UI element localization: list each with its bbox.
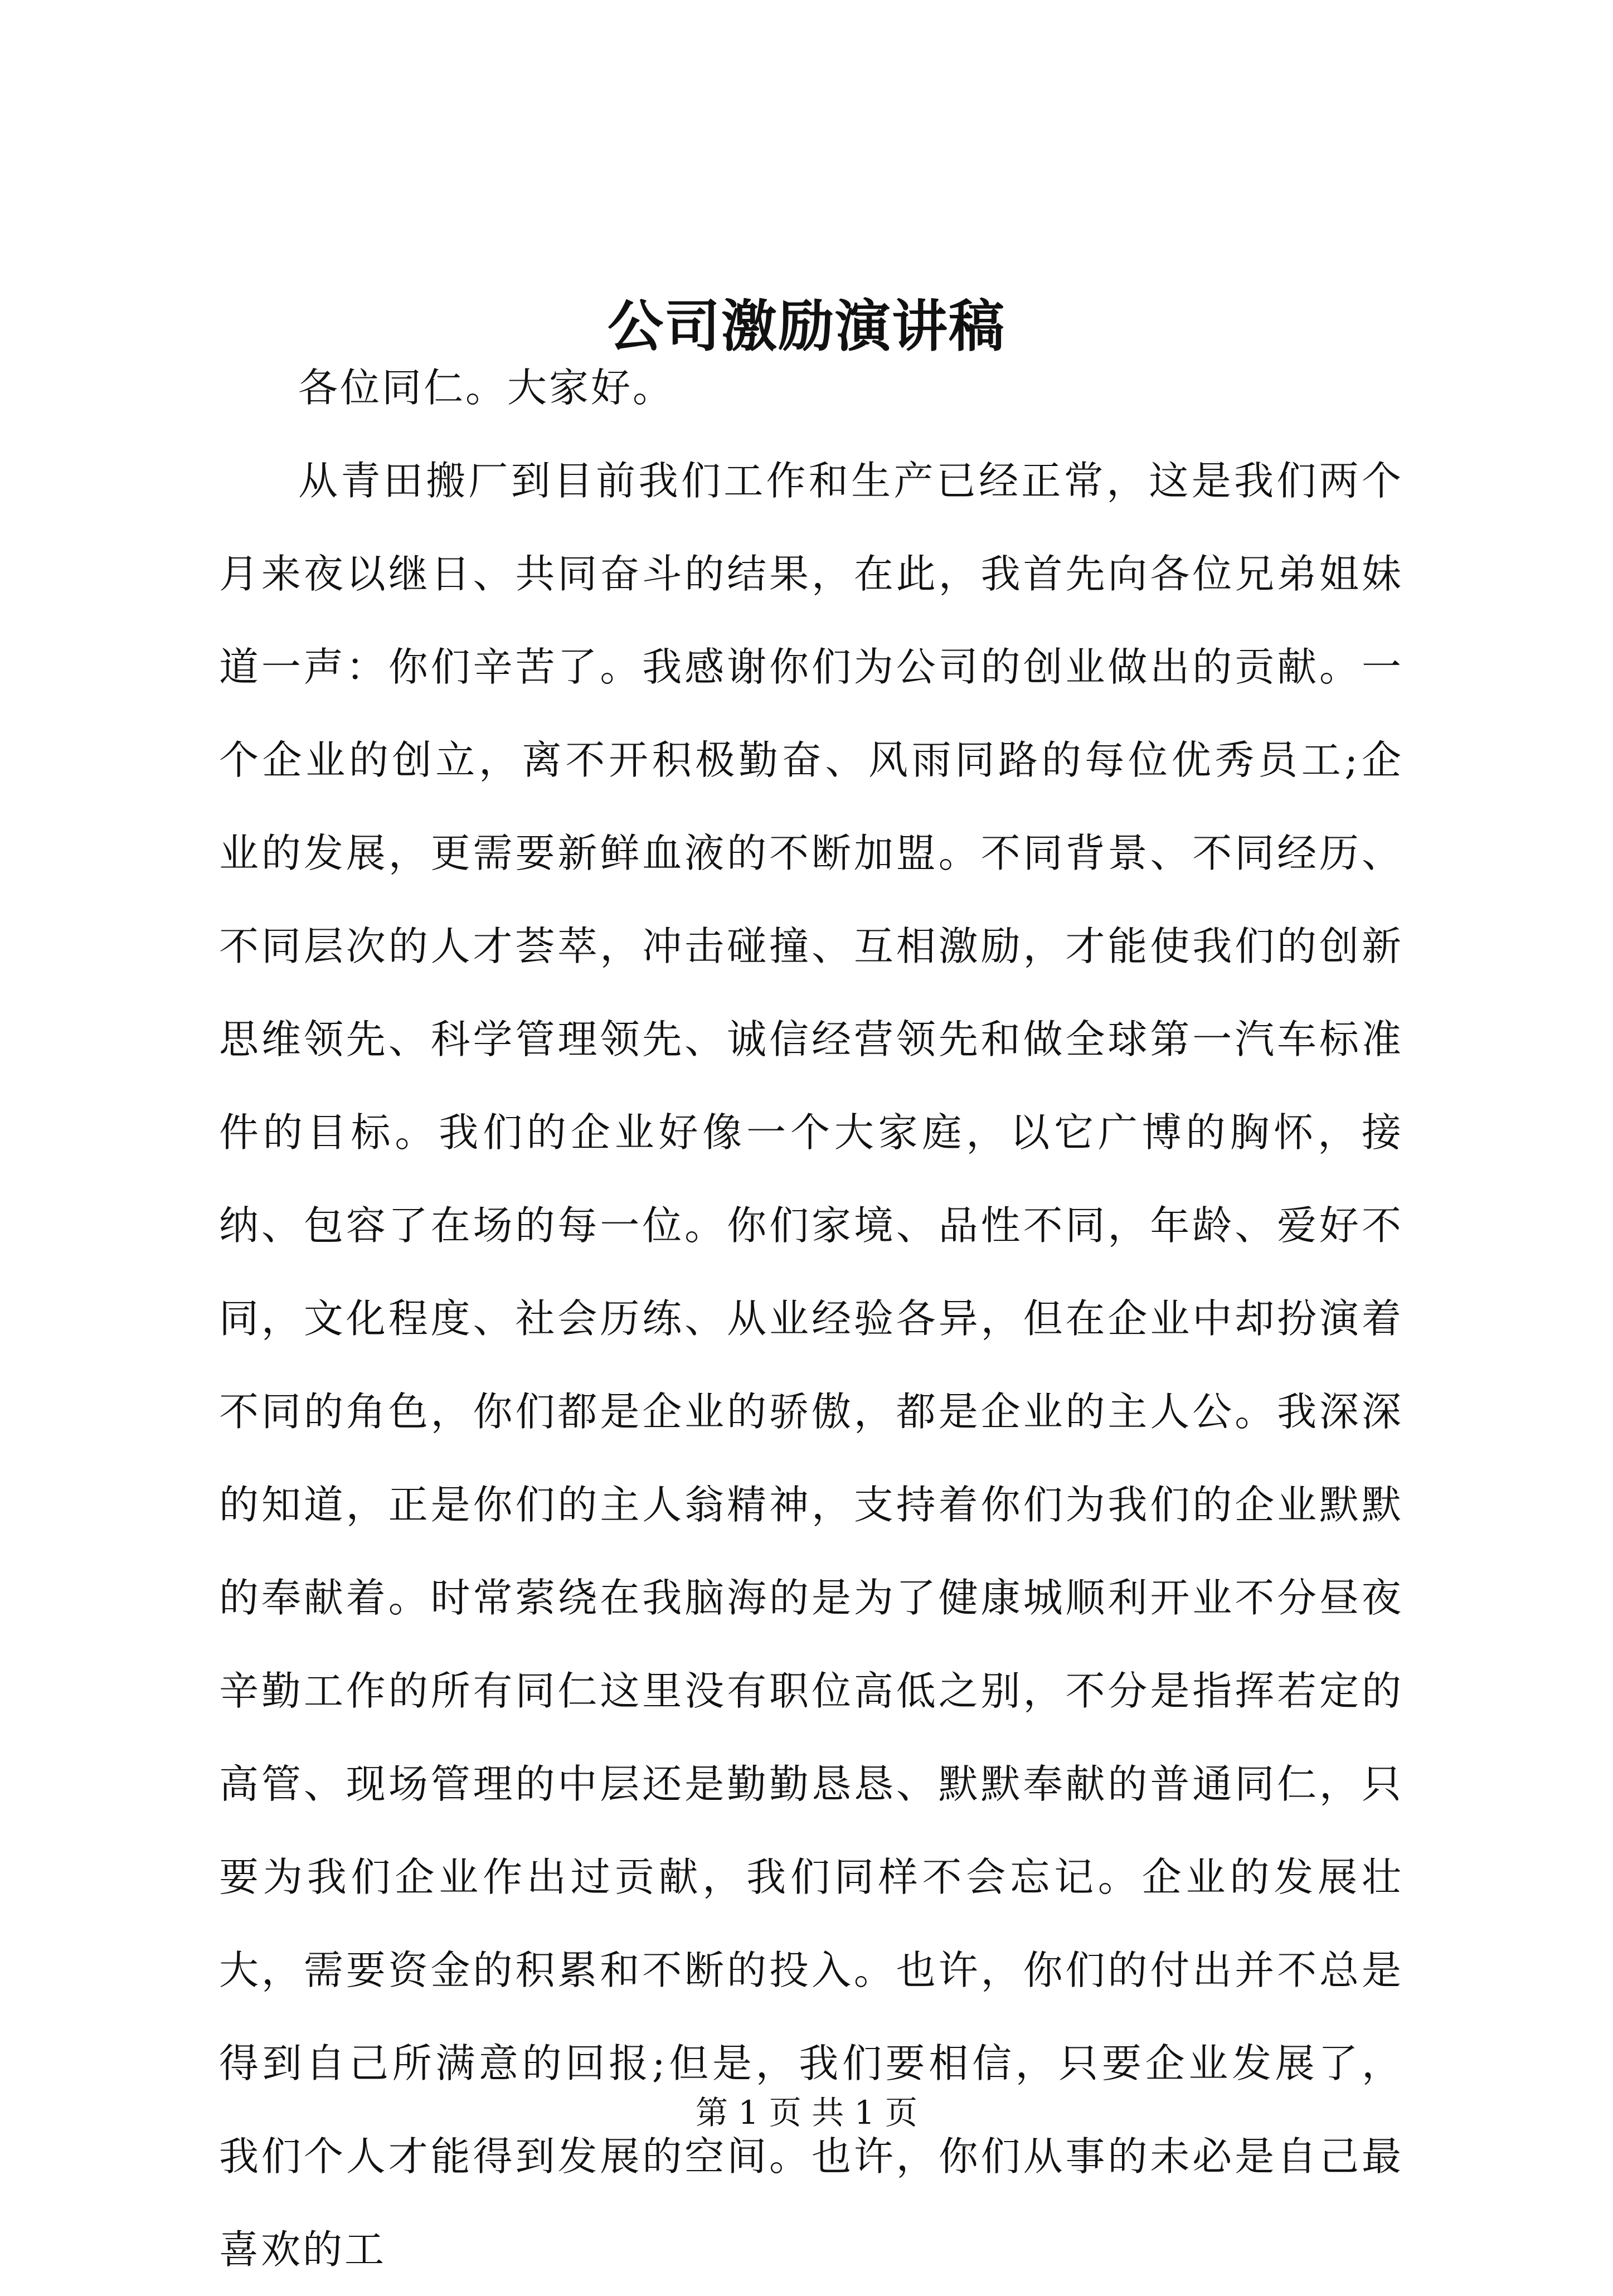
page-number-footer: 第 1 页 共 1 页 [696,2094,917,2132]
document-body [219,341,1403,2296]
greeting-paragraph: 各位同仁。大家好。 [298,365,675,411]
document-title: 公司激励演讲稿 [608,293,1005,359]
body-paragraph: 从青田搬厂到目前我们工作和生产已经正常，这是我们两个月来夜以继日、共同奋斗的结果，在此，我首先向各位兄弟姐妹道一声：你们辛苦了。我感谢你们为公司的创业做出的贡献。一个企业的创立，离不开积极勤奋、风雨同路的每位优秀员工;企业的发展，更需要新鲜血液的不断加盟。不同背景、不同经历、不同层次的人才荟萃，冲击碰撞、互相激励，才能使我们的创新思维领先、科学管理领先、诚信经营领先和做全球第一汽车标准件的目标。我们的企业好像一个大家庭，以它广博的胸怀，接纳、包容了在场的每一位。你们家境、品性不同，年龄、爱好不同，文化程度、社会历练、从业经验各异，但在企业中却扮演着不同的角色，你们都是企业的骄傲，都是企业的主人公。我深深的知道，正是你们的主人翁精神，支持着你们为我们的企业默默的奉献着。时常萦绕在我脑海的是为了健康城顺利开业不分昼夜辛勤工作的所有同仁这里没有职位高低之别，不分是指挥若定的高管、现场管理的中层还是勤勤恳恳、默默奉献的普通同仁，只要为我们企业作出过贡献，我们同样不会忘记。企业的发展壮大，需要资金的积累和不断的投入。也许，你们的付出并不总是得到自己所满意的回报;但是，我们要相信，只要企业发展了，我们个人才能得到发展的空间。也许，你们从事的未必是自己最喜欢的工 [219,458,1403,2273]
